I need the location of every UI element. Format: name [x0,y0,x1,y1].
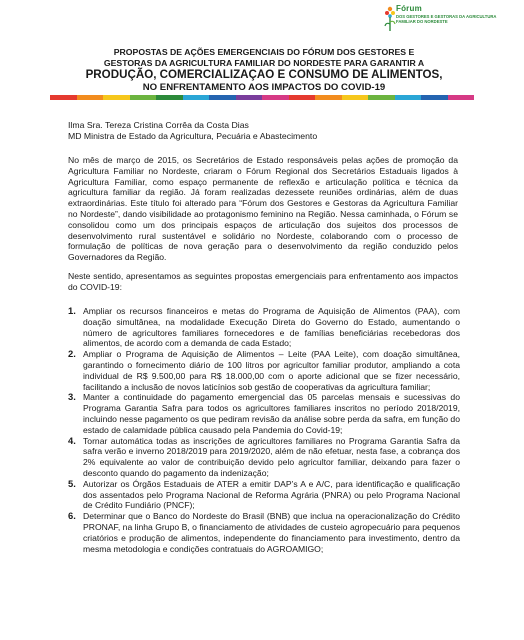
list-item [68,511,460,554]
color-stripe-segment [342,95,369,100]
color-stripe-segment [236,95,263,100]
addressee-role: MD Ministra de Estado da Agricultura, Pecuária e Abastecimento [68,131,318,141]
title-line-1: PROPOSTAS DE AÇÕES EMERGENCIAIS DO FÓRUM DOS GESTORES E [113,47,415,57]
color-stripe-segment [209,95,236,100]
color-stripe-segment [183,95,210,100]
list-item [68,349,460,392]
color-stripe-segment [421,95,448,100]
color-stripe-segment [50,95,77,100]
lead-paragraph: Neste sentido, apresentamos as seguintes propostas emergenciais para enfrentamento aos impactos do COVID-19: [68,271,458,292]
color-stripe-segment [103,95,130,100]
item-number: 5. [68,477,76,489]
item-text: Determinar que o Banco do Nordeste do Brasil (BNB) que inclua na operacionalização do Crédito PRONAF, na linha Grupo B, o financiamento de atividades de custeio agropecuário para pequenos criatórios e produção de alimentos, independente do financiamento para investimento, dentro da mesma metodologia e condições contratuais do AGROAMIGO; [83,511,460,554]
color-stripe-segment [156,95,183,100]
title-line-4: NO ENFRENTAMENTO AOS IMPACTOS DO COVID-19 [142,81,386,93]
document-title [60,47,468,93]
color-stripe-segment [395,95,422,100]
logo-wordmark: Fórum [396,4,422,13]
forum-logo [384,4,514,36]
item-text: Ampliar os recursos financeiros e metas do Programa de Aquisição de Alimentos (PAA), com doação simultânea, na modalidade Execução Direta do Governo do Estado, aumentando o número de agricultores familiares fornecedores e de famílias beneficiárias recebedoras dos alimentos, de acordo com a demanda de cada Estado; [83,306,460,349]
list-item [68,306,460,349]
item-number: 3. [68,391,76,403]
item-number: 2. [68,348,76,360]
color-stripe-segment [289,95,316,100]
item-text: Autorizar os Órgãos Estaduais de ATER a emitir DAP’s A e A/C, para identificação e qualificação dos assentados pelo Programa Nacional de Reforma Agrária (PNRA) ou pelo Programa Nacional de Crédito Fundiário (PNCF); [83,478,460,511]
color-stripe-divider [50,95,474,100]
proposals-list [68,306,460,554]
list-item [68,436,460,479]
color-stripe-segment [315,95,342,100]
color-stripe-segment [130,95,157,100]
logo-subtitle: DOS GESTORES E GESTORAS DA AGRICULTURA FAMILIAR DO NORDESTE [396,14,497,24]
item-number: 4. [68,434,76,446]
item-text: Tornar automática todas as inscrições de agricultores familiares no Programa Garantia Safra da safra verão e inverno 2018/2019 para 2019/2020, além de não efetuar, nesta fase, a cobrança dos 2% equivalente ao valor de contribuição devido pelo agricultor familiar, deixando para fazer o desconto quando do pagamento da indenização; [83,435,460,478]
intro-paragraph: No mês de março de 2015, os Secretários de Estado responsáveis pelas ações de promoção da Agricultura Familiar no Nordeste, criaram o Fórum Regional dos Secretários Estaduais ligados à Agricultura Familiar, como espaço permanente de reflexão e articulação política e técnica da agricultura familiar da região. Já foram realizadas dezessete reuniões ordinárias, além de duas extraordinárias. Este título foi alterado para “Fórum dos Gestores e Gestoras da Agricultura Familiar no Nordeste”, dando visibilidade ao protagonismo feminino na Região. Nessa caminhada, o Fórum se consolidou como um dos principais espaços de articulação dos sujeitos dos processos de desenvolvimento rural sustentável e solidário no Nordeste, colaborando com o processo de formulação de políticas de nova geração para o desenvolvimento da região conduzido pelos Governadores da Região. [68,155,458,263]
color-stripe-segment [77,95,104,100]
flower-logo-icon [384,4,396,32]
item-text: Manter a continuidade do pagamento emergencial das 05 parcelas mensais e sucessivas do Programa Garantia Safra para todos os agricultores familiares inscritos no período 2018/2019, incluindo nesse pagamento os que pediram revisão da análise sobre perda da safra, em função do estado de calamidade pública causado pela Pandemia do Covid-19; [83,392,460,435]
list-item [68,479,460,511]
color-stripe-segment [262,95,289,100]
addressee-name: Ilma Sra. Tereza Cristina Corrêa da Costa Dias [68,120,249,130]
item-number: 6. [68,510,76,522]
list-item [68,392,460,435]
addressee-block [68,120,317,142]
color-stripe-segment [368,95,395,100]
item-number: 1. [68,305,76,316]
color-stripe-segment [448,95,475,100]
title-line-2: GESTORAS DA AGRICULTURA FAMILIAR DO NORDESTE PARA GARANTIR A [103,58,425,68]
title-line-3: PRODUÇÃO, COMERCIALIZAÇAO E CONSUMO DE ALIMENTOS, [85,68,443,81]
item-text: Ampliar o Programa de Aquisição de Alimentos – Leite (PAA Leite), com doação simultânea, garantindo o fornecimento diário de 100 litros por agricultor familiar produtor, ampliando a cota individual de R$ 9.500,00 para R$ 18.000,00 com o aporte adicional que se fizer necessário, facilitando a inclusão de novos laticínios sob gestão de cooperativas da agricultura familiar; [83,349,460,392]
